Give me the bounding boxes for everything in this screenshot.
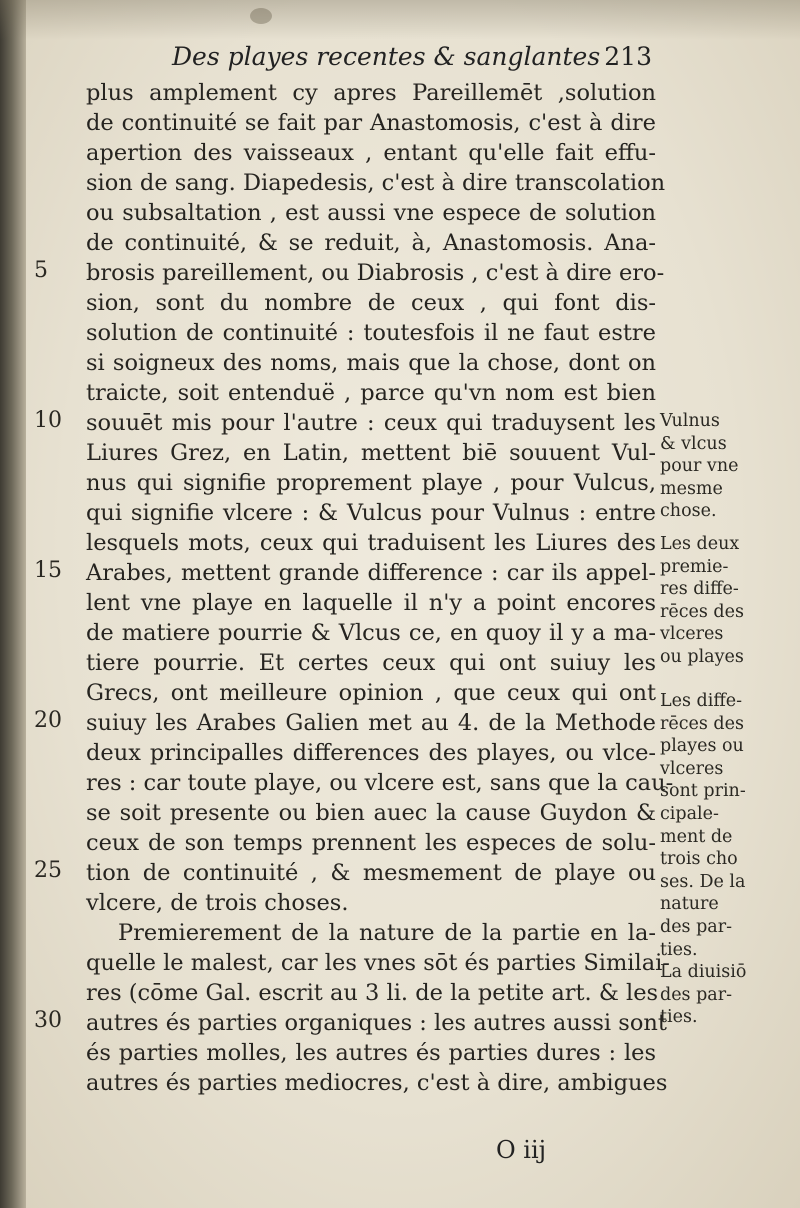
margin-note-line: & vlcus (660, 433, 727, 454)
margin-note-line: premie- (660, 556, 729, 577)
margin-note-line: des par- (660, 984, 733, 1005)
margin-note-line: Les diffe- (660, 691, 743, 711)
text-line: plus amplement cy apres Pareillemēt ,solution (86, 80, 656, 106)
margin-note-line: vlceres (660, 624, 724, 645)
text-line: traicte, soit entenduë , parce qu'vn nom est bien (86, 380, 656, 406)
margin-note-line: res diffe- (660, 579, 739, 600)
text-line: vlcere, de trois choses. (86, 890, 349, 916)
margin-note-line: des par- (660, 916, 733, 937)
text-line: Premierement de la nature de la partie en la- (118, 920, 656, 946)
text-line: lent vne playe en laquelle il n'y a point encores (86, 590, 656, 616)
margin-note-line: ment de (660, 826, 733, 847)
margin-note (660, 690, 765, 1029)
text-line: lesquels mots, ceux qui traduisent les Liures des (86, 530, 656, 556)
margin-note-line: cipale- (660, 803, 719, 824)
text-line: autres és parties mediocres, c'est à dire, ambigues (86, 1070, 668, 1096)
margin-note-line: rēces des (660, 713, 744, 734)
margin-note (660, 533, 765, 669)
margin-note-line: ou playes (660, 646, 744, 667)
text-line: de continuité, & se reduit, à, Anastomosis. Ana- (86, 230, 656, 256)
margin-note-line: La diuisiō (660, 962, 747, 983)
margin-note-line: pour vne (660, 456, 739, 477)
line-number: 30 (34, 1008, 62, 1033)
text-line: apertion des vaisseaux , entant qu'elle fait effu- (86, 140, 656, 166)
text-line: Liures Grez, en Latin, mettent biē souuent Vul- (86, 440, 656, 466)
text-line: Grecs, ont meilleure opinion , que ceux qui ont (86, 680, 656, 706)
signature-mark: O iij (496, 1136, 547, 1164)
line-number: 20 (34, 708, 62, 733)
page-number: 213 (604, 42, 652, 71)
line-number: 5 (34, 258, 48, 283)
running-title: Des playes recentes & sanglantes (172, 42, 601, 71)
text-line: solution de continuité : toutesfois il ne faut estre (86, 320, 656, 346)
margin-note-line: vlceres (660, 758, 724, 779)
page-gutter (0, 0, 26, 1208)
margin-note-line: nature (660, 894, 719, 915)
running-header (172, 42, 652, 76)
text-line: ceux de son temps prennent les especes de solu- (86, 830, 656, 856)
line-number: 15 (34, 558, 62, 583)
margin-note-line: rēces des (660, 601, 744, 622)
margin-note (660, 410, 765, 523)
text-line: quelle le malest, car les vnes sōt és parties Similai- (86, 950, 670, 976)
text-line: brosis pareillement, ou Diabrosis , c'est à dire ero- (86, 260, 665, 286)
text-line: autres és parties organiques : les autres aussi sont (86, 1010, 667, 1036)
text-line: ou subsaltation , est aussi vne espece de solution (86, 200, 656, 226)
text-line: tiere pourrie. Et certes ceux qui ont suiuy les (86, 650, 656, 676)
text-line: qui signifie vlcere : & Vulcus pour Vulnus : entre (86, 500, 656, 526)
text-line: sion de sang. Diapedesis, c'est à dire transcolation (86, 170, 666, 196)
margin-note-line: ties. (660, 939, 698, 960)
margin-note-line: ses. De la (660, 871, 746, 892)
margin-note-line: chose. (660, 501, 717, 522)
text-line: se soit presente ou bien auec la cause Guydon & (86, 800, 656, 826)
ink-smudge (250, 8, 272, 24)
margin-note-line: mesme (660, 478, 723, 499)
text-line: souuēt mis pour l'autre : ceux qui traduysent les (86, 410, 656, 436)
line-number: 10 (34, 408, 62, 433)
line-number: 25 (34, 858, 62, 883)
margin-note-line: Vulnus (660, 411, 720, 431)
text-line: de continuité se fait par Anastomosis, c'est à dire (86, 110, 656, 136)
text-line: res : car toute playe, ou vlcere est, sans que la cau- (86, 770, 674, 796)
text-line: nus qui signifie proprement playe , pour Vulcus, (86, 470, 656, 496)
top-shadow (0, 0, 800, 40)
text-line: Arabes, mettent grande difference : car ils appel- (86, 560, 656, 586)
text-line: si soigneux des noms, mais que la chose, dont on (86, 350, 656, 376)
margin-note-line: ties. (660, 1007, 698, 1028)
text-line: de matiere pourrie & Vlcus ce, en quoy il y a ma- (86, 620, 656, 646)
text-line: és parties molles, les autres és parties dures : les (86, 1040, 656, 1066)
margin-note-line: sont prin- (660, 781, 746, 802)
margin-note-line: Les deux (660, 534, 740, 554)
text-line: suiuy les Arabes Galien met au 4. de la Methode (86, 710, 656, 736)
text-line: tion de continuité , & mesmement de playe ou (86, 860, 656, 886)
text-line: res (cōme Gal. escrit au 3 li. de la petite art. & les (86, 980, 659, 1006)
text-line: deux principalles differences des playes, ou vlce- (86, 740, 656, 766)
margin-note-line: trois cho (660, 849, 738, 870)
margin-note-line: playes ou (660, 736, 744, 757)
text-line: sion, sont du nombre de ceux , qui font dis- (86, 290, 656, 316)
